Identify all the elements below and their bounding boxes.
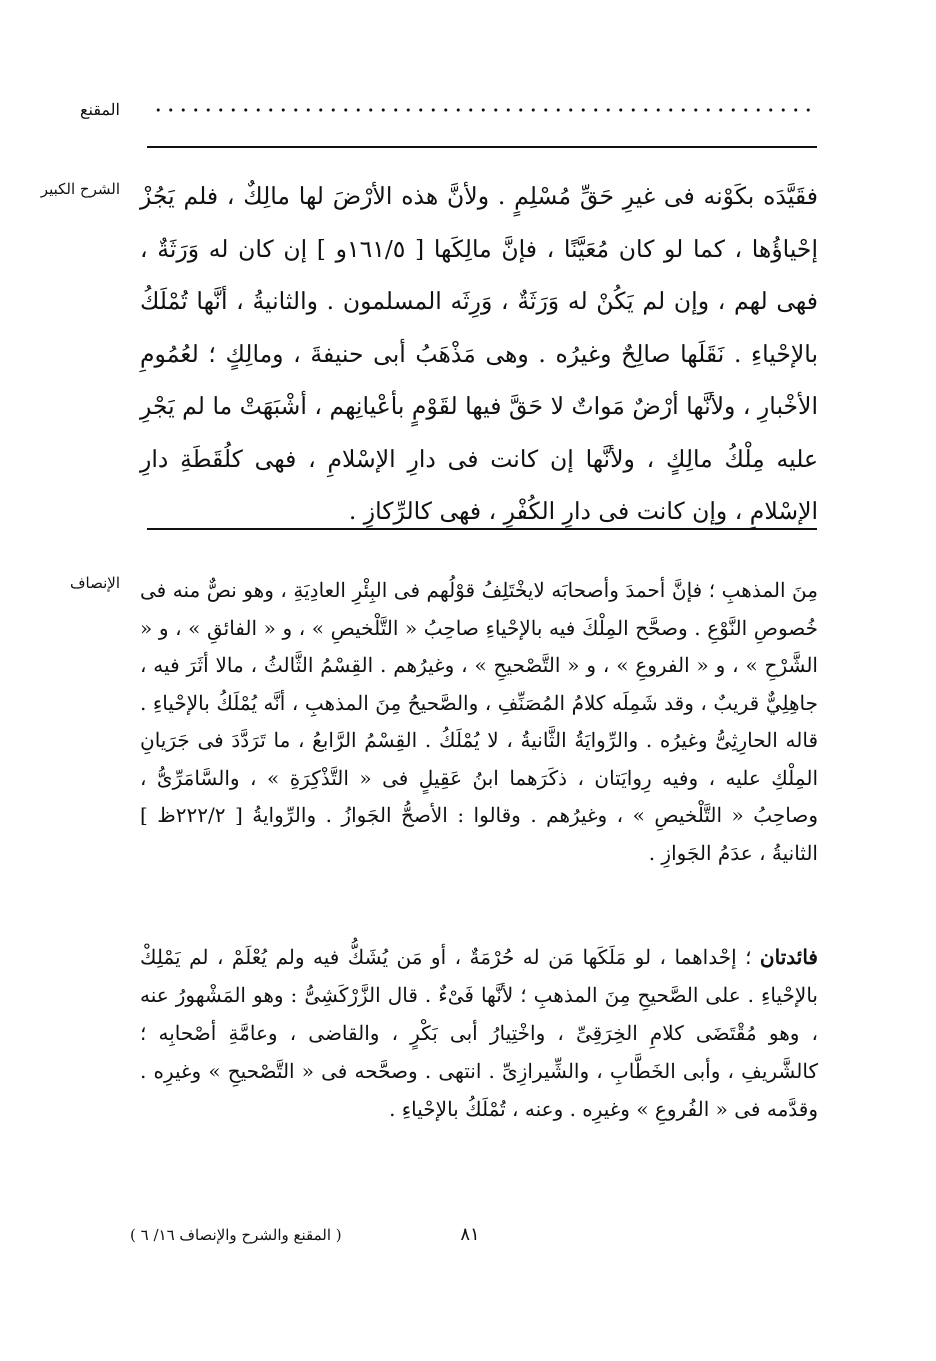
insaf-label: الإنصاف — [69, 574, 120, 592]
fawaid-section — [140, 938, 818, 1128]
sharh-label: الشرح الكبير — [40, 180, 120, 198]
insaf-paragraph: مِنَ المذهبِ ؛ فإنَّ أحمدَ وأصحابَه لايخْتَلِفُ قوْلُهم فى البِئْرِ العادِيَةِ ، وهو نصٌّ منه فى خُصوصِ النَّوْعِ . وصحَّح المِلْكَ فيه بالإحْياءِ صاحِبُ « التَّلْخيصِ » ، و « الفائقِ » ، و « الشَّرْحِ » ، و « الفروعِ » ، و « التَّصْحيحِ » ، وغيرُهم . القِسْمُ الثَّالثُ ، مالا أثَرَ فيه ، جاهِلِيٌّ قريبٌ ، وقد شَمِلَه كلامُ المُصَنِّفِ ، والصَّحيحُ مِنَ المذهبِ ، أنَّه يُمْلَكُ بالإحْياءِ . قاله الحارِثِىُّ وغيرُه . والرِّوايَةُ الثَّانيةُ ، لا يُمْلَكُ . القِسْمُ الرَّابعُ ، ما تَرَدَّدَ فى جَرَيانِ المِلْكِ عليه ، وفيه رِوايَتان ، ذكَرَهما ابنُ عَقِيلٍ فى « التَّذْكِرَةِ » ، والسَّامَرِّىُّ ، وصاحِبُ « التَّلْخيصِ » ، وغيرُهم . وقالوا : الأصحُّ الجَوازُ . والرِّوايةُ [ ٢٢٢/٢ظ ] الثانيةُ ، عدَمُ الجَوازِ . — [140, 578, 819, 865]
header-dotted-leader — [150, 106, 815, 114]
header-rule — [147, 146, 817, 148]
sharh-paragraph: فقَيَّدَه بكَوْنه فى غيرِ حَقِّ مُسْلِمٍ . ولأنَّ هذه الأرْضَ لها مالِكٌ ، فلم يَجُزْ إحْياؤُها ، كما لو كان مُعَيَّنًا ، فإنَّ مالِكَها [ ١٦١/٥و ] إن كان له وَرَثَةٌ ، فهى لهم ، وإن لم يَكُنْ له وَرَثَةٌ ، وَرِثَه المسلمون . والثانيةُ ، أنَّها تُمْلَكُ بالإحْياءِ . نَقَلَها صالِحٌ وغيرُه . وهى مَذْهَبُ أبى حنيفةَ ، ومالِكٍ ؛ لعُمُومِ الأخْبارِ ، ولأنَّها أرْضٌ مَواتٌ لا حَقَّ فيها لقَوْمٍ بأعْيانِهم ، أشْبَهَتْ ما لم يَجْرِ عليه مِلْكُ مالِكٍ ، ولأنَّها إن كانت فى دارِ الإسْلامِ ، فهى كلُقَطَةِ دارِ الإسْلامِ ، وإن كانت فى دارِ الكُفْرِ ، فهى كالرِّكازِ . — [140, 182, 818, 525]
fawaid-paragraph — [140, 938, 818, 1128]
fawaid-lead: فائدتان — [759, 945, 818, 969]
volume-reference: ( المقنع والشرح والإنصاف ١٦/ ٦ ) — [130, 1226, 342, 1244]
page-number: ٨١ — [460, 1224, 480, 1245]
fawaid-text: ؛ إحْداهما ، لو مَلَكَها مَن له حُرْمَةٌ ، أو مَن يُشَكُّ فيه ولم يُعْلَمْ ، لم يَمْلِكْ بالإحْياءِ . على الصَّحيحِ مِنَ المذهبِ ؛ لأنَّها فَىْءٌ . قال الزَّرْكَشِىُّ : وهو المَشْهورُ عنه ، وهو مُقْتَضَى كلامِ الخِرَقِىِّ ، واخْتِيارُ أبى بَكْرٍ ، والقاضى ، وعامَّةِ أصْحابِه ؛ كالشَّريفِ ، وأبى الخَطَّابِ ، والشِّيرازِىِّ . انتهى . وصحَّحه فى « التَّصْحيحِ » وغيرِه . وقدَّمه فى « الفُروعِ » وغيرِه . وعنه ، تُمْلَكُ بالإحْياءِ . — [140, 945, 818, 1121]
header-title: المقنع — [79, 100, 120, 119]
insaf-section — [140, 572, 818, 872]
section-divider-rule — [147, 528, 817, 530]
sharh-section — [140, 170, 818, 538]
